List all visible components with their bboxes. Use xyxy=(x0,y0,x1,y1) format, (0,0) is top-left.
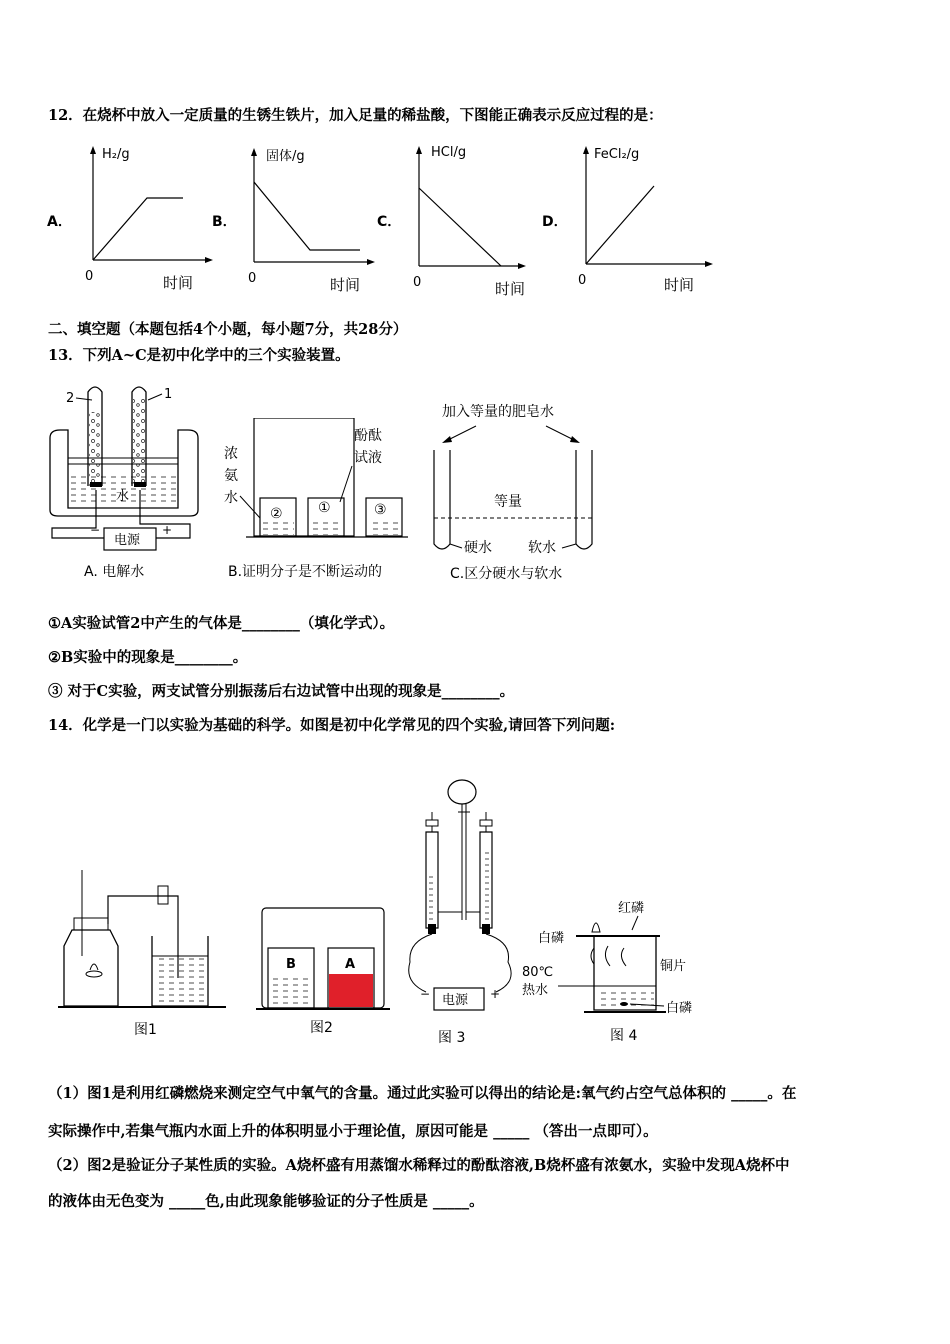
phenol-1: 酚酞 xyxy=(354,428,382,444)
tube-left-water xyxy=(427,872,437,926)
wire-right xyxy=(486,934,511,992)
y-arrow xyxy=(251,148,257,156)
fig-c-caption: C.区分硬水与软水 xyxy=(450,566,563,582)
hard-pointer xyxy=(450,544,462,548)
clamp xyxy=(158,886,168,904)
q14-p1-line1: （1）图1是利用红磷燃烧来测定空气中氧气的含量。通过此实验可以得出的结论是:氧气约占空气总体积的 _____。在 xyxy=(48,1085,797,1102)
q13-fig-a xyxy=(40,378,220,588)
tube1-label: 1 xyxy=(164,387,173,402)
beaker-a-liquid xyxy=(329,974,373,1007)
spoon xyxy=(86,971,102,977)
funnel-bulb xyxy=(448,780,476,804)
fig2-caption: 图2 xyxy=(310,1020,333,1036)
fig1-caption: 图1 xyxy=(134,1022,157,1038)
q14-p2-line2: 的液体由无色变为 _____色,由此现象能够验证的分子性质是 _____。 xyxy=(48,1193,484,1210)
graph-b-xlabel: 时间 xyxy=(330,276,361,294)
graph-c-ylabel: HCl/g xyxy=(431,145,467,160)
red-p-pointer xyxy=(632,916,638,930)
graph-a-ylabel: H₂/g xyxy=(102,147,130,162)
beaker-b-label: B xyxy=(286,957,296,972)
bell-jar xyxy=(254,418,354,536)
fig-c-top-label: 加入等量的肥皂水 xyxy=(442,404,554,420)
tube-soft xyxy=(576,450,592,549)
ammonia-1: 浓 xyxy=(224,446,238,462)
fig4-white-p-top: 白磷 xyxy=(538,931,565,946)
graph-b-ylabel: 固体/g xyxy=(266,149,305,164)
beaker-1-label: ① xyxy=(318,500,331,516)
power-label: 电源 xyxy=(114,533,141,548)
flame xyxy=(592,923,600,932)
graph-c-origin: 0 xyxy=(413,275,422,290)
q12-text: 12．在烧杯中放入一定质量的生锈生铁片，加入足量的稀盐酸，下图能正确表示反应过程的是： xyxy=(48,107,663,124)
electrode-left xyxy=(428,924,436,934)
q13-text: 13．下列A~C是初中化学中的三个实验装置。 xyxy=(48,347,350,364)
graph-d-xlabel: 时间 xyxy=(664,276,695,294)
beaker-water xyxy=(154,956,206,1004)
graph-d xyxy=(540,138,720,300)
electrode-1 xyxy=(134,482,146,487)
graph-a-curve xyxy=(93,198,183,260)
fig4-red-p: 红磷 xyxy=(618,901,645,916)
water-label: 水 xyxy=(116,489,130,504)
q14-p1-line2: 实际操作中,若集气瓶内水面上升的体积明显小于理论值，原因可能是 _____ （答出一点即可）。 xyxy=(48,1123,658,1140)
graph-b-label: B． xyxy=(212,214,237,230)
y-arrow xyxy=(90,146,96,154)
fig4-white-p-bottom: 白磷 xyxy=(666,1001,693,1016)
fig3-plus: + xyxy=(490,987,501,1001)
tube2-pointer xyxy=(76,398,92,400)
q14-fig3-svg xyxy=(404,772,524,1050)
q14-fig4-svg xyxy=(520,894,710,1050)
x-arrow xyxy=(518,263,526,269)
tube-hard xyxy=(434,450,450,549)
smoke xyxy=(591,946,626,966)
x-arrow xyxy=(705,261,713,267)
fig4-hot-water: 热水 xyxy=(522,983,549,998)
fig-c-hard: 硬水 xyxy=(464,540,492,556)
beaker-b-liquid xyxy=(270,976,312,1006)
graph-a xyxy=(45,140,215,300)
q14-fig1 xyxy=(58,866,238,1046)
tube-1-gas xyxy=(133,398,145,486)
phenol-pointer xyxy=(340,466,352,502)
ammonia-2: 氨 xyxy=(224,468,238,484)
q13-line3: ③ 对于C实验，两支试管分别振荡后右边试管中出现的现象是________。 xyxy=(48,683,515,700)
ammonia-pointer xyxy=(240,496,260,518)
fig-c-equal: 等量 xyxy=(494,494,522,510)
y-arrow xyxy=(583,146,589,154)
tap-right-knob xyxy=(480,820,492,826)
tube-right-water xyxy=(481,852,491,926)
graph-b-svg xyxy=(210,140,380,300)
fig-b-caption: B.证明分子是不断运动的 xyxy=(228,564,383,580)
beaker-3-label: ③ xyxy=(374,502,387,518)
graph-a-xlabel: 时间 xyxy=(163,274,194,292)
fig4-temp: 80℃ xyxy=(522,965,554,980)
q14-p2-line1: （2）图2是验证分子某性质的实验。A烧杯盛有用蒸馏水稀释过的酚酞溶液,B烧杯盛有浓氨水，实验中发现A烧杯中 xyxy=(48,1157,790,1174)
ammonia-3: 水 xyxy=(224,490,238,506)
tube2-label: 2 xyxy=(66,391,75,406)
q14-fig1-svg xyxy=(58,866,238,1046)
fig3-caption: 图 3 xyxy=(438,1030,466,1046)
graph-c-curve xyxy=(419,188,501,266)
beaker-1-liquid xyxy=(310,522,342,535)
flame xyxy=(90,964,98,970)
graph-d-label: D． xyxy=(542,214,568,230)
electrode-right xyxy=(482,924,490,934)
fig4-copper: 铜片 xyxy=(660,959,687,974)
graph-b xyxy=(210,140,380,300)
beaker-a-label: A xyxy=(345,957,356,972)
white-p-water xyxy=(620,1002,628,1006)
q14-text: 14．化学是一门以实验为基础的科学。如图是初中化学常见的四个实验,请回答下列问题: xyxy=(48,717,616,734)
q13-fig-b-svg xyxy=(222,418,432,588)
graph-c-svg xyxy=(375,136,545,301)
section2-title: 二、填空题（本题包括4个小题，每小题7分，共28分） xyxy=(48,321,408,338)
arrow-right-head xyxy=(570,436,580,443)
fig-a-caption: A. 电解水 xyxy=(84,564,145,580)
y-arrow xyxy=(416,146,422,154)
graph-c-xlabel: 时间 xyxy=(495,280,526,298)
wire-left xyxy=(409,934,432,992)
fig-c-soft: 软水 xyxy=(528,540,556,556)
q13-fig-a-svg xyxy=(40,378,220,588)
fig3-power: 电源 xyxy=(442,993,469,1008)
fig4-caption: 图 4 xyxy=(610,1028,638,1044)
graph-a-origin: 0 xyxy=(85,269,94,284)
q14-fig2-svg xyxy=(252,904,392,1044)
beaker-2-label: ② xyxy=(270,506,283,522)
q13-line1: ①A实验试管2中产生的气体是________（填化学式）。 xyxy=(48,615,395,632)
graph-b-curve xyxy=(254,182,360,250)
graph-d-origin: 0 xyxy=(578,273,587,288)
q13-fig-c-svg xyxy=(430,398,610,588)
tap-left-knob xyxy=(426,820,438,826)
graph-d-curve xyxy=(586,186,654,264)
q14-fig4 xyxy=(520,894,710,1050)
q14-fig2 xyxy=(252,904,392,1044)
phenol-2: 试液 xyxy=(354,450,382,466)
fig3-minus: − xyxy=(420,987,431,1001)
graph-d-svg xyxy=(540,138,720,300)
x-arrow xyxy=(367,259,375,265)
q13-fig-c xyxy=(430,398,610,588)
beaker-2-liquid xyxy=(262,522,294,535)
graph-b-origin: 0 xyxy=(248,271,257,286)
graph-a-svg xyxy=(45,140,215,300)
q14-fig3 xyxy=(404,772,524,1050)
soft-pointer xyxy=(562,544,576,548)
electrode-2 xyxy=(90,482,102,487)
graph-c xyxy=(375,136,545,301)
graph-c-label: C． xyxy=(377,214,402,230)
minus-label: − xyxy=(90,523,101,537)
q13-fig-b xyxy=(222,418,432,588)
plus-label: + xyxy=(162,523,173,537)
arrow-left-head xyxy=(442,436,452,443)
beaker-3-liquid xyxy=(368,522,400,535)
graph-a-label: A． xyxy=(47,214,72,230)
q13-line2: ②B实验中的现象是________。 xyxy=(48,649,248,666)
stopper xyxy=(74,918,108,930)
tube1-pointer xyxy=(148,394,162,400)
graph-d-ylabel: FeCl₂/g xyxy=(594,147,640,162)
